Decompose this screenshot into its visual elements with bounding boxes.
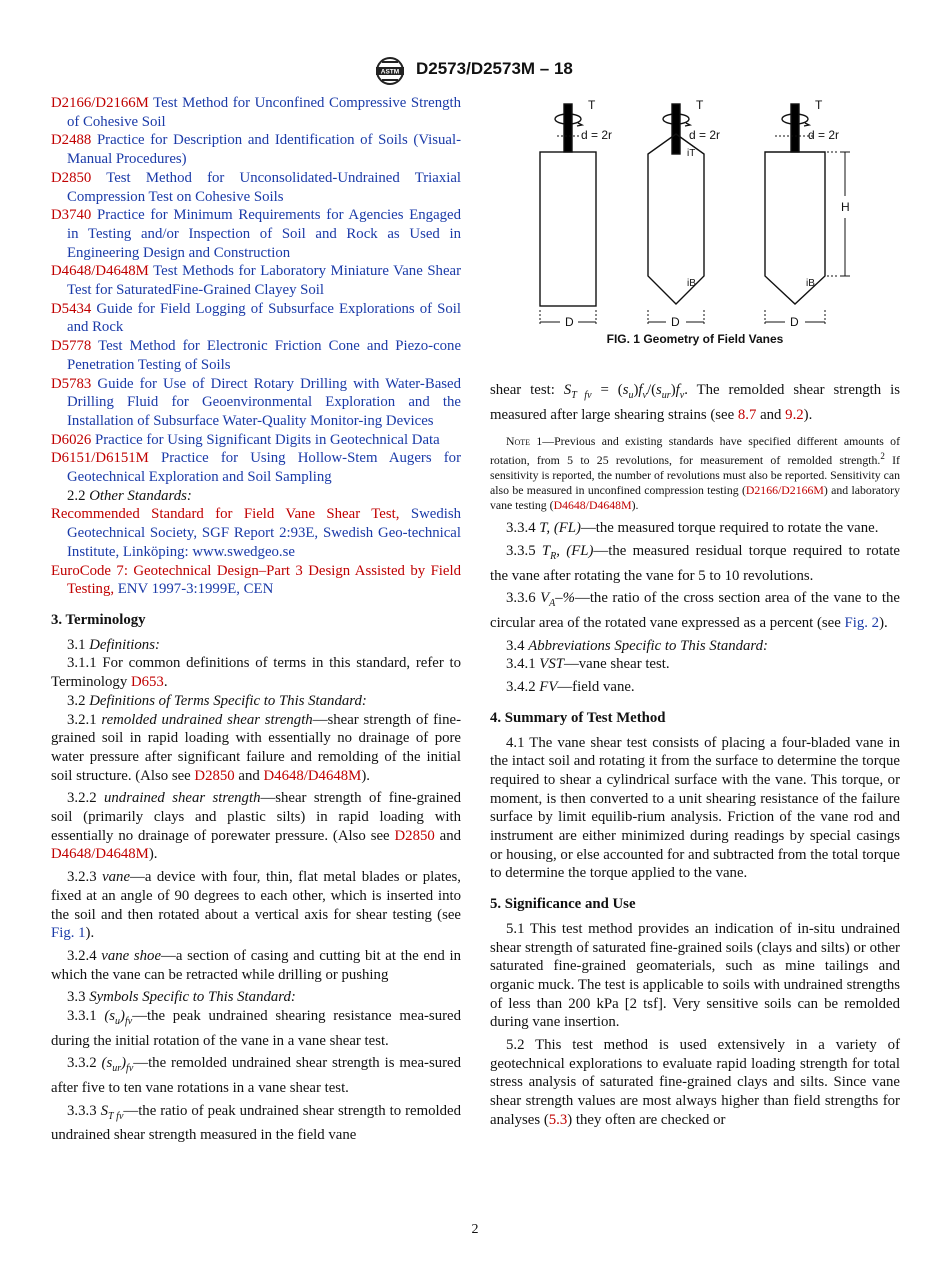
reference-item <box>51 300 461 337</box>
reference-title[interactable]: Test Method for Unconfined Compressive Strength of Cohesive Soil <box>67 95 461 130</box>
reference-code[interactable]: D4648/D4648M <box>51 263 149 280</box>
figure-field-vanes <box>533 96 863 352</box>
left-column <box>51 94 461 1145</box>
paragraph-3-2-3: 3.2.3 vane—a device with four, thin, flat metal blades or plates, fixed at an angle of 90 degrees to each other, which is inserted into the soil and then rotated about a vertical axis for shear testing (see Fig. 1). <box>51 869 461 942</box>
reference-title[interactable]: Practice for Using Hollow-Stem Augers for Geotechnical Exploration and Soil Sampling <box>67 450 461 486</box>
fig-label-torque: T <box>815 98 823 112</box>
link-fig-2[interactable]: Fig. 2 <box>844 615 880 631</box>
svg-text:ASTM: ASTM <box>380 68 400 76</box>
other-standard-source[interactable]: ENV 1997-3:1999E, CEN <box>117 581 274 598</box>
page-header <box>0 56 950 86</box>
paragraph-3-4-2: 3.4.2 FV—field vane. <box>506 679 635 696</box>
link-d4648[interactable]: D4648/D4648M <box>263 767 362 784</box>
reference-item <box>51 131 461 168</box>
reference-item <box>51 337 461 374</box>
reference-title[interactable]: Practice for Using Significant Digits in Geotechnical Data <box>94 431 440 448</box>
reference-code[interactable]: D3740 <box>51 207 92 224</box>
figure-caption: FIG. 1 Geometry of Field Vanes <box>606 332 784 346</box>
reference-code[interactable]: D2166/D2166M <box>51 95 149 111</box>
link-9-2[interactable]: 9.2 <box>785 406 804 423</box>
other-standard-item <box>51 562 461 599</box>
other-standard-title[interactable]: Recommended Standard for Field Vane Shear Test, <box>51 506 400 523</box>
reference-item <box>51 169 461 206</box>
link-d2166[interactable]: D2166/D2166M <box>745 483 824 498</box>
document-designation: D2573/D2573M – 18 <box>416 59 573 78</box>
reference-list <box>51 94 461 487</box>
reference-title[interactable]: Test Method for Unconsolidated-Undrained Triaxial Compression Test on Cohesive Soils <box>67 169 462 205</box>
fig-label-vane-diameter: D <box>671 315 680 329</box>
right-column <box>490 381 900 1130</box>
paragraph-5-1: 5.1 This test method provides an indication of in-situ undrained shear strength of saturated fine-grained soils (clays and silts) or other saturated fine-grained geomaterials, such as mine tailings and organic muck. The test is applicable to soils with undrained strengths of less than 200 kPa [2 tsf]. Very sensitive soils can be remolded during vane insertion. <box>490 920 900 1031</box>
reference-title[interactable]: Practice for Minimum Requirements for Agencies Engaged in Testing and/or Inspection of Soil and Rock as Used in Engineering Design and Construction <box>67 207 461 261</box>
fig-label-vane-diameter: D <box>565 315 574 329</box>
paragraph-shear-test: shear test: $S_{T fv} = (s_u)f_v/(s_{ur})f_v$. The remolded shear strength is measured after large shearing strains (see 8.7 and 9.2). <box>490 382 901 423</box>
paragraph-4-1: 4.1 The vane shear test consists of placing a four-bladed vane in the intact soil and rotating it from the surface to determine the torque required to shear a cylindrical surface with the vane. This torque, or moment, is then converted to a unit shearing resistance of the failure surface by limit equilib-rium analysis. Friction of the vane rod and instrument are either minimized during readings by special casings or housing, or else accounted for and subtracted from the total torque to determine the torque applied to the vane. <box>490 734 900 882</box>
page-number: 2 <box>471 1222 479 1237</box>
reference-code[interactable]: D5783 <box>51 375 92 392</box>
section-heading-terminology: 3. Terminology <box>51 611 146 628</box>
link-8-7[interactable]: 8.7 <box>737 406 757 423</box>
link-5-3[interactable]: 5.3 <box>548 1111 568 1128</box>
fig-label-bottom-taper: iB <box>687 278 696 289</box>
astm-logo-icon <box>372 56 408 86</box>
paragraph-3-2-4: 3.2.4 vane shoe—a section of casing and cutting bit at the end in which the vane can be retracted while drilling or pushing <box>51 947 461 983</box>
paragraph-3-3-3: 3.3.3 $S_{T fv}—the$ ratio of peak undrained shear strength to remolded undrained shear strength measured in the field vane <box>51 1102 461 1144</box>
other-standard-source[interactable]: Swedish Geotechnical Society, SGF Report 2:93E, Swedish Geo-technical Institute, Linköping: www.swedgeo.se <box>67 506 461 560</box>
reference-title[interactable]: Test Methods for Laboratory Miniature Vane Shear Test for SaturatedFine-Grained Clayey Soil <box>67 263 462 299</box>
paragraph-3-2-1: 3.2.1 remolded undrained shear strength—shear strength of fine-grained soil in rapid loading with essentially no drainage of pore water pressure after significant failure and remolding of the initial soil structure. (Also see D2850 and D4648/D4648M). <box>51 711 461 784</box>
reference-code[interactable]: D6026 <box>51 431 92 448</box>
other-standard-title[interactable]: EuroCode 7: Geotechnical Design–Part 3 Design Assisted by Field Testing, <box>51 562 461 598</box>
section-heading-summary: 4. Summary of Test Method <box>490 709 666 726</box>
link-fig-1[interactable]: Fig. 1 <box>51 925 86 942</box>
reference-title[interactable]: Guide for Use of Direct Rotary Drilling with Water-Based Drilling Fluid for Geoenvironmental Exploration and the Installation of Subsurface Water-Quality Monitor-ing Devices <box>67 375 461 429</box>
reference-item <box>51 206 461 262</box>
reference-item <box>51 375 461 431</box>
paragraph-3-1-1: 3.1.1 For common definitions of terms in this standard, refer to Terminology D653. <box>51 655 461 691</box>
link-d4648[interactable]: D4648/D4648M <box>51 846 149 863</box>
section-heading-significance: 5. Significance and Use <box>490 896 636 913</box>
paragraph-3-3-6: 3.3.6 $V_A-\%—the$ ratio of the cross section area of the vane to the circular area of the rotated vane expressed as a percent (see Fig. 2). <box>490 590 900 631</box>
reference-title[interactable]: Practice for Description and Identification of Soils (Visual-Manual Procedures) <box>67 132 462 168</box>
link-d2850[interactable]: D2850 <box>394 827 435 844</box>
reference-item <box>51 431 461 450</box>
paragraph-3-3-1: 3.3.1 $(s_u)_{fv}—the$ peak undrained shearing resistance mea-sured during the initial rotation of the vane in a vane shear test. <box>51 1008 461 1049</box>
fig-label-diameter: d = 2r <box>808 128 840 142</box>
other-standards-heading: 2.2 Other Standards: <box>67 487 192 504</box>
subsection-3-3: 3.3 Symbols Specific to This Standard: <box>67 989 296 1006</box>
link-d2850[interactable]: D2850 <box>194 767 235 784</box>
note-1: Note 1—Previous and existing standards have specified different amounts of rotation, from 5 to 25 revolutions, for measurement of remolded strength.$^2$ If sensitivity is reported, the number of revolutions must also be reported. Sensitivity can also be measured in unconfined compression testing (D2166/D2166M) and laboratory vane testing (D4648/D4648M). <box>490 434 900 513</box>
paragraph-3-2-2: 3.2.2 undrained shear strength—shear strength of fine-grained soil (primarily clays and plastic silts) in rapid loading with essentially no drainage of porewater pressure. (Also see D2850 and D4648/D4648M). <box>51 790 462 863</box>
fig-label-diameter: d = 2r <box>581 128 613 142</box>
paragraph-3-3-4: 3.3.4 T, (FL)—the measured torque required to rotate the vane. <box>506 520 879 537</box>
fig-label-diameter: d = 2r <box>689 128 721 142</box>
fig-label-torque: T <box>696 98 704 112</box>
reference-code[interactable]: D2850 <box>51 169 92 186</box>
reference-title[interactable]: Test Method for Electronic Friction Cone and Piezo-cone Penetration Testing of Soils <box>67 338 462 373</box>
paragraph-3-3-2: 3.3.2 $(s_{ur})_{fv}—the$ remolded undrained shear strength is mea-sured after five to ten vane rotations in a vane shear test. <box>51 1055 462 1097</box>
paragraph-5-2: 5.2 This test method is used extensively in a variety of geotechnical explorations to evaluate rapid loading strength for total stress analysis of saturated fine-grained clays and silts. Since vane shear strength values are most always higher than field strengths for analyses (5.3) they often are checked or <box>490 1037 900 1128</box>
paragraph-3-4-1: 3.4.1 VST—vane shear test. <box>506 656 670 673</box>
fig-label-torque: T <box>588 98 596 112</box>
link-d4648[interactable]: D4648/D4648M <box>553 498 632 513</box>
reference-code[interactable]: D5778 <box>51 338 92 355</box>
reference-title[interactable]: Guide for Field Logging of Subsurface Explorations of Soil and Rock <box>67 300 461 336</box>
subsection-3-4: 3.4 Abbreviations Specific to This Standard: <box>506 637 768 654</box>
fig-label-vane-diameter: D <box>790 315 799 329</box>
paragraph-3-3-5: 3.3.5 $T_R$, (FL)—the measured residual torque required to rotate the vane after rotating the vane for 5 to 10 revolutions. <box>490 542 900 584</box>
reference-item <box>51 94 461 131</box>
link-d653[interactable]: D653 <box>130 674 164 691</box>
reference-code[interactable]: D6151/D6151M <box>51 450 149 467</box>
reference-item <box>51 449 461 486</box>
fig-label-top-taper: iT <box>687 148 696 159</box>
subsection-3-1: 3.1 Definitions: <box>67 636 160 653</box>
subsection-3-2: 3.2 Definitions of Terms Specific to This Standard: <box>67 692 367 709</box>
reference-item <box>51 262 461 299</box>
reference-code[interactable]: D5434 <box>51 300 92 317</box>
fig-label-bottom-taper: iB <box>806 278 815 289</box>
other-standard-item <box>51 505 461 561</box>
reference-code[interactable]: D2488 <box>51 132 92 149</box>
fig-label-height: H <box>841 200 850 214</box>
